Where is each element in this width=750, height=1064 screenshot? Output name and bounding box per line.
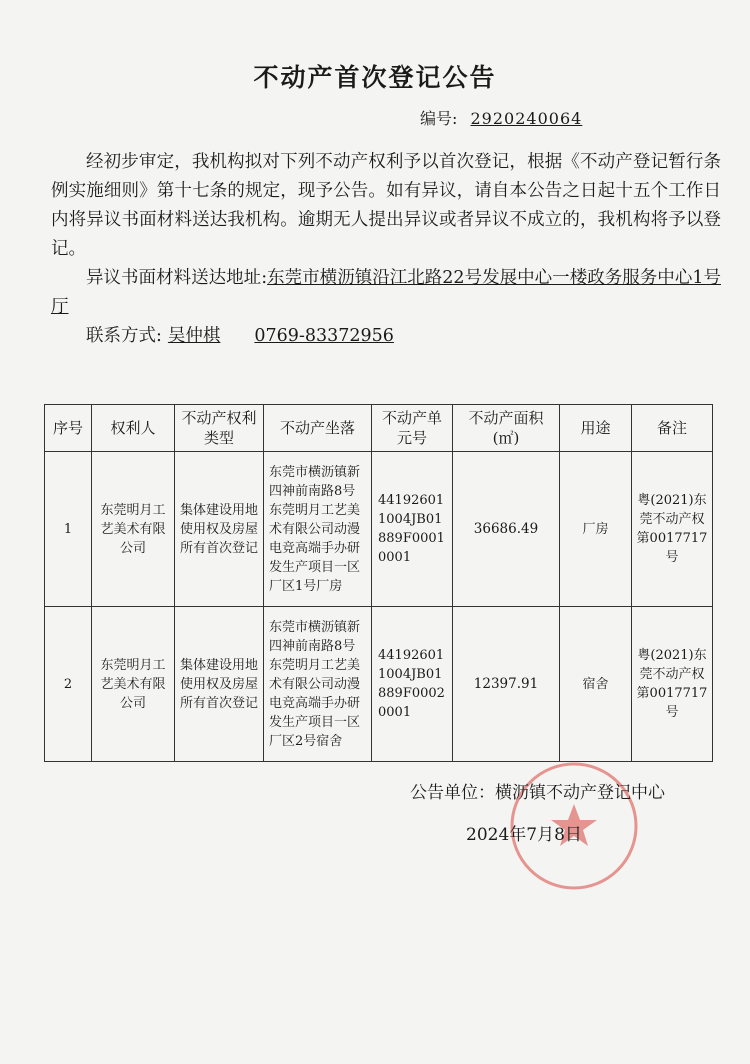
property-table <box>44 404 713 762</box>
cell-area: 36686.49 <box>453 452 560 607</box>
contact-name: 吴仲棋 <box>167 326 221 346</box>
cell-remark: 粤(2021)东莞不动产权第0017717号 <box>632 607 713 762</box>
cell-right-type: 集体建设用地使用权及房屋所有首次登记 <box>175 607 264 762</box>
header-owner: 权利人 <box>92 405 175 452</box>
table-row <box>45 607 713 762</box>
cell-usage: 厂房 <box>560 452 632 607</box>
cell-location: 东莞市横沥镇新四神前南路8号东莞明月工艺美术有限公司动漫电竞高端手办研发生产项目一区厂区1号厂房 <box>264 452 372 607</box>
page-title: 不动产首次登记公告 <box>253 63 497 92</box>
header-remark: 备注 <box>632 405 713 452</box>
header-location: 不动产坐落 <box>264 405 372 452</box>
announcing-unit: 公告单位：横沥镇不动产登记中心 <box>410 783 665 803</box>
cell-no: 2 <box>45 607 92 762</box>
header-area: 不动产面积(㎡) <box>453 405 560 452</box>
table-row <box>45 452 713 607</box>
contact-label: 联系方式: <box>86 326 162 346</box>
header-no: 序号 <box>45 405 92 452</box>
cell-area: 12397.91 <box>453 607 560 762</box>
announcement-paragraph: 经初步审定，我机构拟对下列不动产权利予以首次登记，根据《不动产登记暂行条例实施细则》第十七条的规定，现予公告。如有异议，请自本公告之日起十五个工作日内将异议书面材料送达我机构。逾期无人提出异议或者异议不成立的，我机构将予以登记。 <box>51 152 721 259</box>
header-right-type: 不动产权利类型 <box>175 405 264 452</box>
announcement-date: 2024年7月8日 <box>466 825 582 845</box>
header-usage: 用途 <box>560 405 632 452</box>
serial-label: 编号: <box>420 109 458 128</box>
cell-owner: 东莞明月工艺美术有限公司 <box>92 607 175 762</box>
header-unit-no: 不动产单元号 <box>372 405 453 452</box>
cell-owner: 东莞明月工艺美术有限公司 <box>92 452 175 607</box>
cell-remark: 粤(2021)东莞不动产权第0017717号 <box>632 452 713 607</box>
cell-right-type: 集体建设用地使用权及房屋所有首次登记 <box>175 452 264 607</box>
cell-unit-no: 441926011004JB01889F00020001 <box>372 607 453 762</box>
serial-value: 2920240064 <box>470 109 583 128</box>
announcement-body <box>51 148 721 351</box>
cell-no: 1 <box>45 452 92 607</box>
cell-unit-no: 441926011004JB01889F00010001 <box>372 452 453 607</box>
cell-location: 东莞市横沥镇新四神前南路8号东莞明月工艺美术有限公司动漫电竞高端手办研发生产项目一区厂区2号宿舍 <box>264 607 372 762</box>
address-label: 异议书面材料送达地址: <box>86 268 268 288</box>
table-header-row <box>45 405 713 452</box>
address-line <box>51 264 721 322</box>
cell-usage: 宿舍 <box>560 607 632 762</box>
contact-phone: 0769-83372956 <box>254 326 394 346</box>
contact-line <box>51 322 721 351</box>
address-value: 东莞市横沥镇沿江北路22号发展中心一楼政务服务中心1号厅 <box>51 268 721 317</box>
serial-number <box>420 106 582 129</box>
